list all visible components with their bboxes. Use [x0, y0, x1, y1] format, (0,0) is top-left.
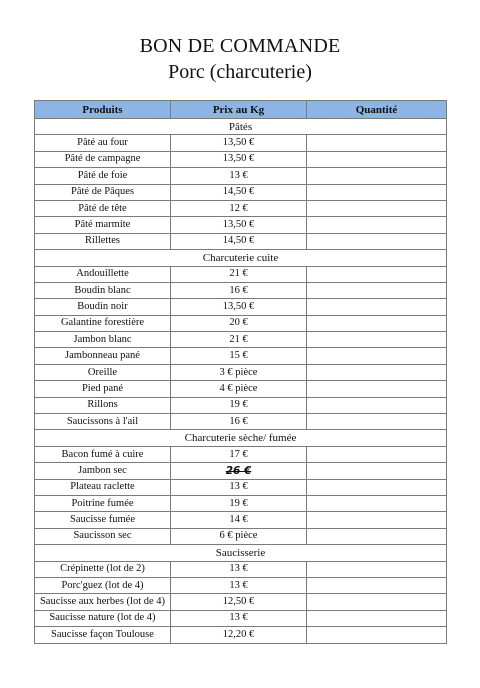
column-header-quantity: Quantité: [307, 101, 447, 119]
product-name: Saucisse nature (lot de 4): [35, 610, 171, 626]
section-row: [35, 250, 447, 266]
table-row: [35, 627, 447, 643]
product-name: Jambonneau pané: [35, 348, 171, 364]
product-price: 16 €: [171, 414, 307, 430]
product-name: Pied pané: [35, 381, 171, 397]
table-row: [35, 512, 447, 528]
product-price: 13 €: [171, 168, 307, 184]
quantity-cell[interactable]: [307, 135, 447, 151]
product-name: Boudin blanc: [35, 282, 171, 298]
product-price: 14,50 €: [171, 233, 307, 249]
product-price: 6 € pièce: [171, 528, 307, 544]
quantity-cell[interactable]: [307, 315, 447, 331]
table-row: [35, 364, 447, 380]
product-name: Crépinette (lot de 2): [35, 561, 171, 577]
quantity-cell[interactable]: [307, 479, 447, 495]
product-name: Saucisse fumée: [35, 512, 171, 528]
table-row: [35, 381, 447, 397]
section-title: Charcuterie sèche/ fumée: [35, 430, 447, 446]
table-row: [35, 348, 447, 364]
table-row: [35, 151, 447, 167]
section-title: Saucisserie: [35, 545, 447, 561]
table-row: [35, 414, 447, 430]
quantity-cell[interactable]: [307, 627, 447, 643]
table-row: [35, 528, 447, 544]
product-price: 13 €: [171, 479, 307, 495]
quantity-cell[interactable]: [307, 561, 447, 577]
table-row: [35, 233, 447, 249]
product-price: 14,50 €: [171, 184, 307, 200]
product-price: 21 €: [171, 266, 307, 282]
table-body: [35, 119, 447, 644]
product-name: Rillettes: [35, 233, 171, 249]
product-price: 12,50 €: [171, 594, 307, 610]
table-row: [35, 594, 447, 610]
product-price: 19 €: [171, 397, 307, 413]
table-row: [35, 299, 447, 315]
quantity-cell[interactable]: [307, 364, 447, 380]
table-row: [35, 282, 447, 298]
product-price: 19 €: [171, 495, 307, 511]
product-price: 13,50 €: [171, 217, 307, 233]
quantity-cell[interactable]: [307, 217, 447, 233]
table-row: [35, 135, 447, 151]
quantity-cell[interactable]: [307, 282, 447, 298]
product-name: Pâté de tête: [35, 200, 171, 216]
product-price: 12 €: [171, 200, 307, 216]
table-row: [35, 463, 447, 479]
table-row: [35, 610, 447, 626]
product-name: Pâté marmite: [35, 217, 171, 233]
quantity-cell[interactable]: [307, 495, 447, 511]
table-row: [35, 479, 447, 495]
product-price: 16 €: [171, 282, 307, 298]
table-row: [35, 561, 447, 577]
product-price: 3 € pièce: [171, 364, 307, 380]
quantity-cell[interactable]: [307, 512, 447, 528]
product-name: Andouillette: [35, 266, 171, 282]
product-name: Bacon fumé à cuire: [35, 446, 171, 462]
section-row: [35, 430, 447, 446]
product-name: Saucisse façon Toulouse: [35, 627, 171, 643]
product-price: 17 €: [171, 446, 307, 462]
table-row: [35, 266, 447, 282]
quantity-cell[interactable]: [307, 528, 447, 544]
product-price: 20 €: [171, 315, 307, 331]
product-name: Saucissons à l'ail: [35, 414, 171, 430]
product-price: 13,50 €: [171, 151, 307, 167]
section-row: [35, 545, 447, 561]
table-row: [35, 446, 447, 462]
product-price: 12,20 €: [171, 627, 307, 643]
table-row: [35, 315, 447, 331]
table-row: [35, 577, 447, 593]
product-name: Poitrine fumée: [35, 495, 171, 511]
quantity-cell[interactable]: [307, 414, 447, 430]
quantity-cell[interactable]: [307, 610, 447, 626]
table-header-row: [35, 101, 447, 119]
product-name: Pâté de foie: [35, 168, 171, 184]
quantity-cell[interactable]: [307, 299, 447, 315]
quantity-cell[interactable]: [307, 168, 447, 184]
document-subtitle: Porc (charcuterie): [168, 61, 312, 83]
table-row: [35, 200, 447, 216]
table-row: [35, 332, 447, 348]
product-price: 21 €: [171, 332, 307, 348]
quantity-cell[interactable]: [307, 233, 447, 249]
document-title: BON DE COMMANDE: [139, 35, 341, 57]
product-price: 13 €: [171, 577, 307, 593]
product-name: Rillons: [35, 397, 171, 413]
document-header: [0, 34, 480, 84]
section-row: [35, 119, 447, 135]
product-price: 15 €: [171, 348, 307, 364]
product-name: Saucisse aux herbes (lot de 4): [35, 594, 171, 610]
table-row: [35, 217, 447, 233]
table-row: [35, 397, 447, 413]
product-name: Pâté de Pâques: [35, 184, 171, 200]
quantity-cell[interactable]: [307, 397, 447, 413]
quantity-cell[interactable]: [307, 200, 447, 216]
column-header-products: Produits: [35, 101, 171, 119]
product-price: 26 €: [171, 463, 307, 479]
product-name: Galantine forestière: [35, 315, 171, 331]
table-row: [35, 184, 447, 200]
product-name: Jambon sec: [35, 463, 171, 479]
column-header-price: Prix au Kg: [171, 101, 307, 119]
product-name: Jambon blanc: [35, 332, 171, 348]
product-name: Plateau raclette: [35, 479, 171, 495]
product-name: Pâté de campagne: [35, 151, 171, 167]
quantity-cell[interactable]: [307, 266, 447, 282]
table-row: [35, 168, 447, 184]
product-price: 13,50 €: [171, 299, 307, 315]
product-price: 14 €: [171, 512, 307, 528]
quantity-cell[interactable]: [307, 184, 447, 200]
quantity-cell[interactable]: [307, 446, 447, 462]
quantity-cell[interactable]: [307, 381, 447, 397]
product-price: 13 €: [171, 610, 307, 626]
product-name: Porc'guez (lot de 4): [35, 577, 171, 593]
section-title: Charcuterie cuite: [35, 250, 447, 266]
product-price: 13,50 €: [171, 135, 307, 151]
quantity-cell[interactable]: [307, 348, 447, 364]
product-price: 4 € pièce: [171, 381, 307, 397]
quantity-cell[interactable]: [307, 463, 447, 479]
product-name: Pâté au four: [35, 135, 171, 151]
quantity-cell[interactable]: [307, 594, 447, 610]
product-price: 13 €: [171, 561, 307, 577]
product-name: Boudin noir: [35, 299, 171, 315]
quantity-cell[interactable]: [307, 151, 447, 167]
table-row: [35, 495, 447, 511]
product-name: Saucisson sec: [35, 528, 171, 544]
order-table: [34, 100, 447, 644]
section-title: Pâtés: [35, 119, 447, 135]
quantity-cell[interactable]: [307, 577, 447, 593]
quantity-cell[interactable]: [307, 332, 447, 348]
product-name: Oreille: [35, 364, 171, 380]
